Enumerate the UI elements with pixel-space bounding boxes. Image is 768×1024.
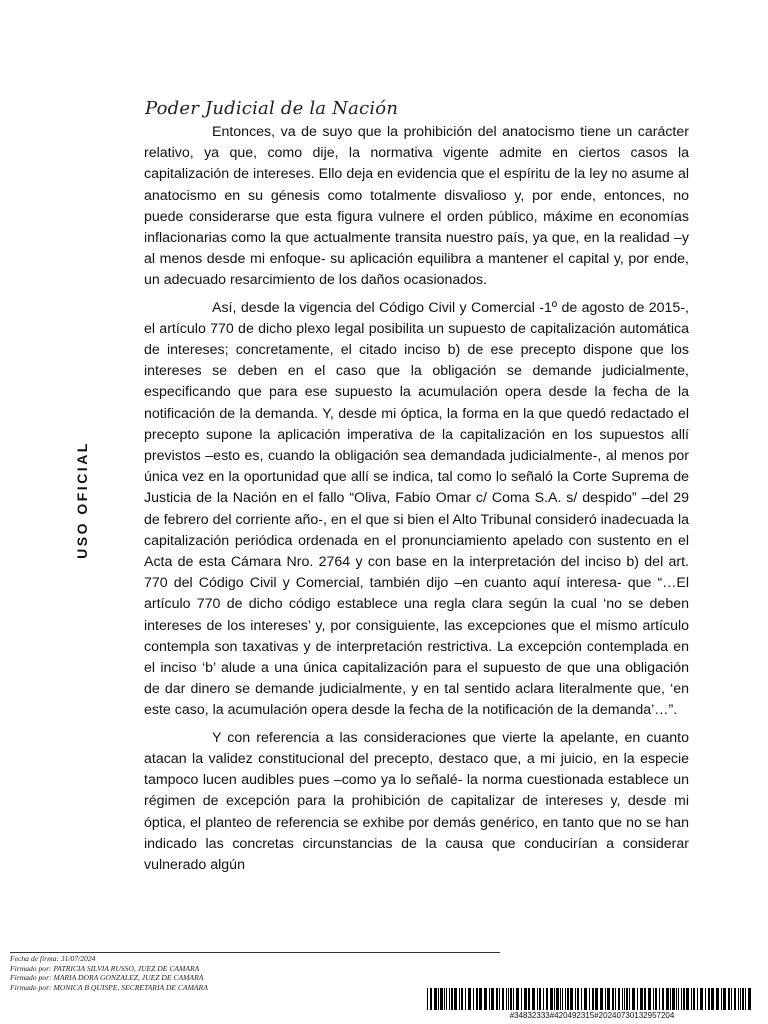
barcode-bar	[560, 988, 561, 1010]
signer-line: Firmado por: MARIA DORA GONZALEZ, JUEZ DE CAMARA	[10, 973, 204, 983]
barcode-bar	[745, 988, 746, 1010]
barcode-bar	[575, 988, 576, 1010]
signature-divider	[10, 952, 500, 953]
paragraph: Y con referencia a las consideraciones que vierte la apelante, en cuanto atacan la validez constitucional del precepto, destaco que, a mi juicio, en la especie tampoco lucen audibles pues –como ya lo señalé- la norma cuestionada establece un régimen de excepción para la prohibición de capitalizar de intereses y, desde mi óptica, el planteo de referencia se exhibe por demás genérico, en tanto que no se han indicado las concretas circunstancias de la causa que conducirían a considerar vulnerado algún	[144, 729, 689, 873]
barcode-bar	[589, 988, 590, 1010]
barcode-bar	[532, 988, 535, 1010]
barcode-bar	[581, 988, 582, 1010]
barcode-bar	[662, 988, 664, 1010]
signer-line: Firmado por: MONICA B QUISPE, SECRETARIA DE CAMARA	[10, 982, 208, 992]
barcode-bar	[537, 988, 538, 1010]
barcode	[427, 988, 757, 1010]
paragraph: Entonces, va de suyo que la prohibición del anatocismo tiene un carácter relativo, ya que, como dije, la normativa vigente admite en ciertos casos la capitalización de intereses. Ello deja en evidencia que el espíritu de la ley no asume al anatocismo en su génesis como totalmente disvalioso y, por ende, entonces, no puede considerarse que esta figura vulnere el orden público, máxime en economías inflacionarias como la que actualmente transita nuestro país, ya que, en la realidad –y al menos desde mi enfoque- su aplicación equilibra a mantener el capital y, por ende, un adecuado resarcimiento de los daños ocasionados.	[144, 124, 689, 289]
barcode-bar	[508, 988, 509, 1010]
barcode-bar	[479, 988, 482, 1010]
barcode-bar	[666, 988, 669, 1010]
barcode-bar	[742, 988, 744, 1010]
barcode-bar	[659, 988, 660, 1010]
barcode-bar	[723, 988, 726, 1010]
barcode-bar	[513, 988, 514, 1010]
barcode-bar	[440, 988, 443, 1010]
barcode-bar	[716, 988, 719, 1010]
barcode-bar	[629, 988, 630, 1010]
barcode-bar	[644, 988, 646, 1010]
barcode-bar	[626, 988, 628, 1010]
barcode-bar	[524, 988, 527, 1010]
barcode-bar	[697, 988, 698, 1010]
barcode-bar	[430, 988, 432, 1010]
barcode-bar	[655, 988, 657, 1010]
barcode-bar	[444, 988, 445, 1010]
barcode-bar	[499, 988, 500, 1010]
barcode-bar	[632, 988, 635, 1010]
barcode-bar	[734, 988, 736, 1010]
barcode-bar	[672, 988, 675, 1010]
barcode-bar	[577, 988, 579, 1010]
official-use-label: USO OFICIAL	[74, 441, 90, 559]
barcode-bar	[449, 988, 450, 1010]
barcode-bar	[459, 988, 460, 1010]
barcode-bar	[465, 988, 466, 1010]
signature-date: Fecha de firma: 31/07/2024	[10, 954, 96, 963]
barcode-bar	[653, 988, 654, 1010]
barcode-bar	[502, 988, 504, 1010]
barcode-bar	[565, 988, 566, 1010]
barcode-bar	[468, 988, 471, 1010]
barcode-bar	[562, 988, 563, 1010]
barcode-bar	[516, 988, 519, 1010]
barcode-bar	[567, 988, 569, 1010]
barcode-bar	[554, 988, 555, 1010]
barcode-bar	[476, 988, 478, 1010]
barcode-bar	[731, 988, 732, 1010]
barcode-bar	[708, 988, 710, 1010]
court-header: Poder Judicial de la Nación	[145, 98, 399, 119]
barcode-bar	[550, 988, 553, 1010]
barcode-bar	[615, 988, 616, 1010]
signer-line: Firmado por: PATRICIA SILVIA RUSSO, JUEZ DE CAMARA	[10, 963, 200, 973]
barcode-bar	[624, 988, 625, 1010]
barcode-bar	[473, 988, 474, 1010]
signature-block	[10, 954, 208, 992]
barcode-bar	[637, 988, 638, 1010]
barcode-bar	[607, 988, 610, 1010]
barcode-bar	[592, 988, 594, 1010]
barcode-bar	[721, 988, 722, 1010]
barcode-bar	[539, 988, 541, 1010]
barcode-bar	[461, 988, 463, 1010]
barcode-bar	[691, 988, 692, 1010]
barcode-bar	[595, 988, 598, 1010]
barcode-bar	[670, 988, 671, 1010]
barcode-bar	[618, 988, 620, 1010]
barcode-bar	[484, 988, 487, 1010]
barcode-bar	[640, 988, 643, 1010]
barcode-bar	[584, 988, 587, 1010]
barcode-bar	[506, 988, 507, 1010]
barcode-bar	[740, 988, 741, 1010]
barcode-bar	[451, 988, 453, 1010]
barcode-bar	[711, 988, 714, 1010]
barcode-bar	[605, 988, 606, 1010]
barcode-bar	[454, 988, 457, 1010]
barcode-bar	[600, 988, 603, 1010]
barcode-bar	[521, 988, 522, 1010]
barcode-bar	[438, 988, 439, 1010]
barcode-bar	[446, 988, 447, 1010]
barcode-bar	[748, 988, 751, 1010]
barcode-bar	[496, 988, 498, 1010]
barcode-bar	[683, 988, 685, 1010]
barcode-bar	[681, 988, 682, 1010]
document-body	[144, 122, 689, 882]
barcode-bar	[738, 988, 739, 1010]
barcode-bar	[528, 988, 530, 1010]
barcode-bar	[543, 988, 544, 1010]
barcode-bar	[546, 988, 548, 1010]
barcode-bar	[686, 988, 689, 1010]
barcode-bar	[427, 988, 428, 1010]
barcode-bar	[434, 988, 437, 1010]
barcode-bar	[728, 988, 730, 1010]
barcode-bar	[676, 988, 677, 1010]
barcode-bar	[570, 988, 573, 1010]
barcode-bar	[693, 988, 695, 1010]
paragraph: Así, desde la vigencia del Código Civil y Comercial -1º de agosto de 2015-, el artículo 770 de dicho plexo legal posibilita un supuesto de capitalización automática de intereses; concretamente, el citado inciso b) de ese precepto dispone que los intereses se deben en el caso que la obligación se demande judicialmente, especificando que para ese supuesto la acumulación opera desde la fecha de la notificación de la demanda. Y, desde mi óptica, la forma en la que quedó redactado el precepto supone la aplicación imperativa de la capitalización en los supuestos allí previstos –esto es, cuando la obligación sea demandada judicialmente-, al menos por única vez en la oportunidad que allí se indica, tal como lo señaló la Corte Suprema de Justicia de la Nación en el fallo “Oliva, Fabio Omar c/ Coma S.A. s/ despido” –del 29 de febrero del corriente año-, en el que si bien el Alto Tribunal consideró inadecuada la capitalización periódica ordenada en el pronunciamiento apelado con sustento en el Acta de esta Cámara Nro. 2764 y con base en la interpretación del inciso b) del art. 770 del Código Civil y Comercial, también dijo –en cuanto aquí interesa- que “…El artículo 770 de dicho código establece una regla clara según la cual ‘no se deben intereses de los intereses’ y, por consiguiente, las excepciones que el mismo artículo contempla son taxativas y de interpretación restrictiva. La excepción contemplada en el inciso ‘b’ alude a una única capitalización para el supuesto de que una obligación de dar dinero se demande judicialmente, y en tal sentido aclara literalmente que, ‘en este caso, la acumulación opera desde la fecha de la notificación de la demanda’…”.	[144, 299, 689, 719]
barcode-code: #34832333#420492315#20240730132957204	[509, 1011, 675, 1020]
barcode-bar	[556, 988, 559, 1010]
barcode-bar	[705, 988, 706, 1010]
barcode-bar	[678, 988, 679, 1010]
barcode-bar	[489, 988, 490, 1010]
barcode-bar	[700, 988, 703, 1010]
barcode-bar	[510, 988, 512, 1010]
barcode-bar	[648, 988, 651, 1010]
barcode-bar	[622, 988, 623, 1010]
barcode-bar	[491, 988, 494, 1010]
barcode-bar	[612, 988, 614, 1010]
